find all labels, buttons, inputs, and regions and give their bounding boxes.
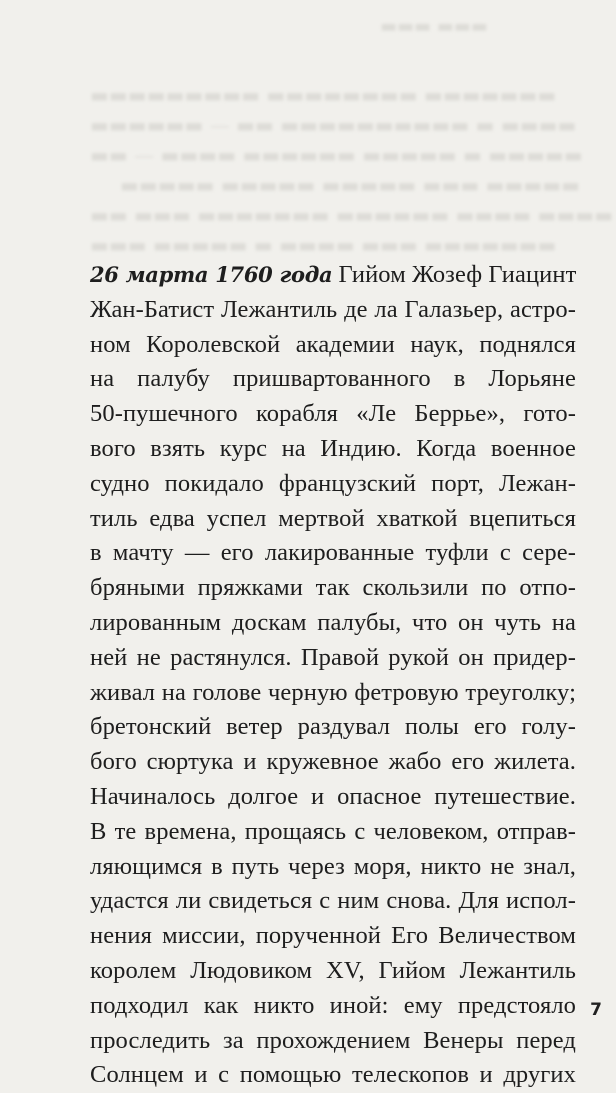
text-line: вого взять курс на Индию. Когда военное <box>90 434 576 462</box>
text-line: проследить за прохождением Венеры перед <box>90 1026 576 1054</box>
text-line: Жан-Батист Лежантиль де ла Галазьер, астро- <box>90 295 576 323</box>
text-line <box>90 258 576 293</box>
text-line: королем Людовиком XV, Гийом Лежантиль <box>90 956 576 984</box>
text-line: Солнцем и с помощью телескопов и других <box>90 1061 576 1089</box>
text-line: лированным доскам палубы, что он чуть на <box>90 608 576 636</box>
page-body <box>90 258 576 1093</box>
text-line: 50-пушечного корабля «Ле Беррье», гото- <box>90 400 576 428</box>
page-number: 7 <box>590 1000 602 1020</box>
first-line-text: Гийом Жозеф Гиацинт <box>332 261 577 288</box>
text-line: живал на голове черную фетровую треуголку; <box>90 678 576 706</box>
text-line: ней не растянулся. Правой рукой он придер- <box>90 643 576 671</box>
text-line: нения миссии, порученной Его Величеством <box>90 922 576 950</box>
text-line: бретонский ветер раздувал полы его голу- <box>90 713 576 741</box>
text-line: удастся ли свидеться с ним снова. Для испол- <box>90 887 576 915</box>
text-line: ляющимся в путь через моря, никто не знал, <box>90 852 576 880</box>
text-line: бряными пряжками так скользили по отпо- <box>90 574 576 602</box>
bleed-through-text: ▬▬▬ ▬▬▬ ▬▬▬▬▬▬▬▬▬ ▬▬▬▬▬▬▬▬ ▬▬▬▬▬▬▬ ▬▬▬▬▬▬ — ▬▬ ▬▬▬▬▬▬▬▬▬▬ ▬ ▬▬▬▬ ▬▬ — ▬▬▬▬ ▬▬▬▬▬▬ ▬▬▬▬▬ ▬ ▬▬▬▬▬ ▬▬▬▬▬ ▬▬▬▬▬ ▬▬▬▬▬ ▬▬▬ ▬▬▬▬▬ ▬▬ ▬▬▬ ▬▬▬▬▬▬▬ ▬▬▬▬▬▬ ▬▬▬▬ ▬▬▬▬ ▬▬▬ ▬▬▬▬▬ ▬ ▬▬▬▬ ▬▬▬ ▬▬▬▬▬▬▬ <box>90 16 614 257</box>
text-line: Начиналось долгое и опасное путешествие. <box>90 782 576 810</box>
text-line: судно покидало французский порт, Лежан- <box>90 469 576 497</box>
text-line: на палубу пришвартованного в Лорьяне <box>90 365 576 393</box>
text-line: в мачту — его лакированные туфли с сере- <box>90 539 576 567</box>
text-line: ном Королевской академии наук, поднялся <box>90 330 576 358</box>
text-line: подходил как никто иной: ему предстояло <box>90 991 576 1019</box>
text-line: тиль едва успел мертвой хваткой вцепиться <box>90 504 576 532</box>
text-line: бого сюртука и кружевное жабо его жилета. <box>90 748 576 776</box>
date-lead: 26 марта 1760 года <box>90 262 333 287</box>
text-line: В те времена, прощаясь с человеком, отправ- <box>90 817 576 845</box>
